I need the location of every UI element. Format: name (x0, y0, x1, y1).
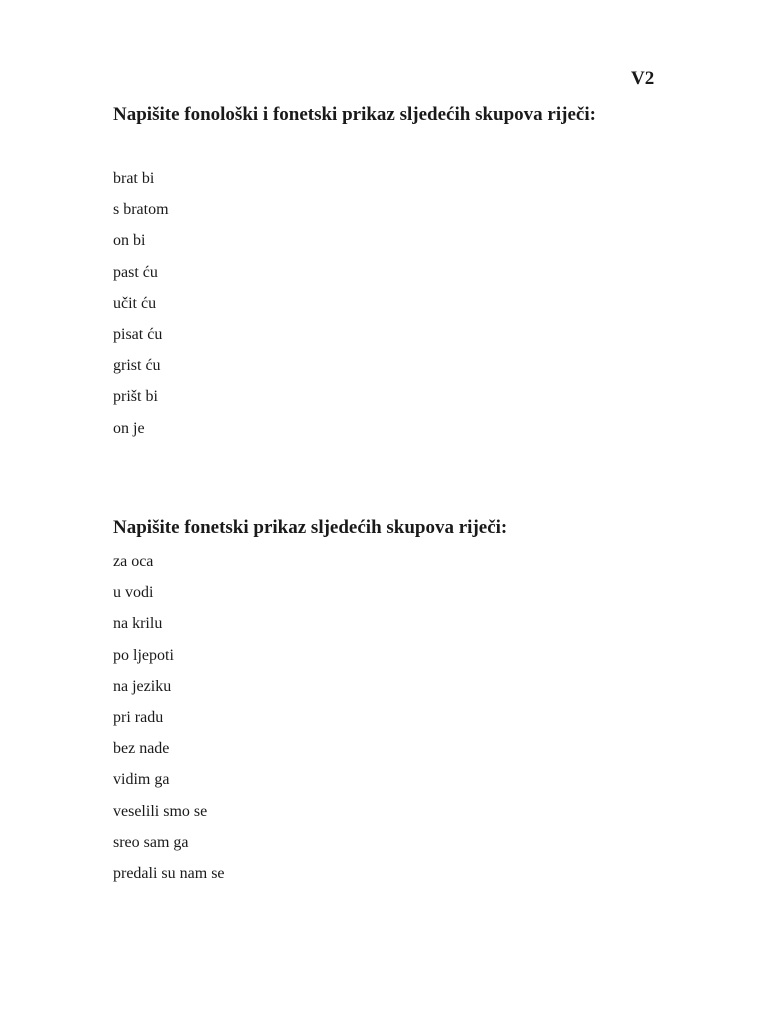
section1-list (113, 169, 169, 450)
section1-heading: Napišite fonološki i fonetski prikaz sljedećih skupova riječi: (113, 104, 596, 125)
list-item: s bratom (113, 201, 169, 219)
list-item: prišt bi (113, 388, 158, 406)
list-item: bez nade (113, 740, 170, 758)
list-item: past ću (113, 263, 158, 281)
list-item: brat bi (113, 170, 155, 187)
list-item: na krilu (113, 615, 163, 633)
list-item: učit ću (113, 294, 157, 312)
list-item: po ljepoti (113, 646, 174, 664)
list-item: vidim ga (113, 771, 170, 789)
list-item: on bi (113, 232, 146, 250)
section2-list (113, 552, 225, 895)
list-item: veselili smo se (113, 802, 208, 820)
list-item: sreo sam ga (113, 833, 189, 851)
list-item: predali su nam se (113, 864, 225, 882)
list-item: na jeziku (113, 677, 172, 695)
version-label: V2 (631, 68, 655, 89)
section2-heading: Napišite fonetski prikaz sljedećih skupova riječi: (113, 517, 508, 538)
list-item: u vodi (113, 584, 154, 602)
list-item: grist ću (113, 357, 161, 375)
list-item: on je (113, 419, 145, 437)
list-item: pisat ću (113, 325, 163, 343)
list-item: za oca (113, 553, 154, 570)
list-item: pri radu (113, 708, 164, 726)
